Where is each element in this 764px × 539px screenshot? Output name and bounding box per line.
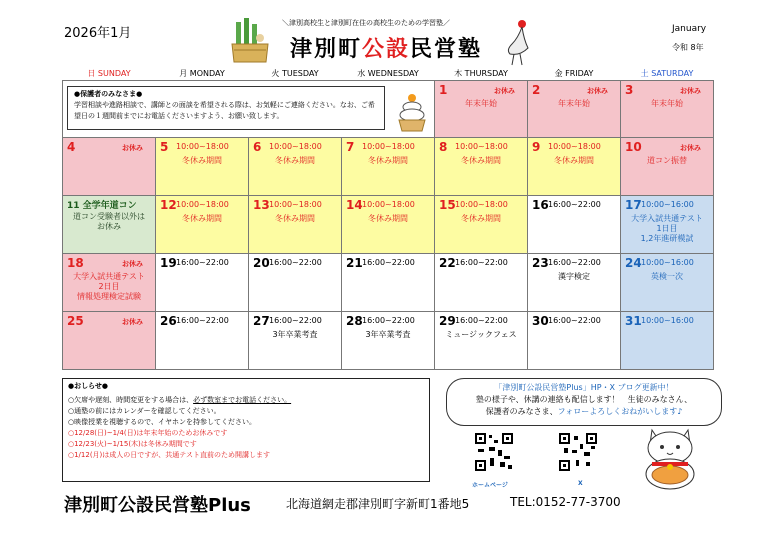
day-cell-8: 8 10:00~18:00 冬休み期間 <box>435 137 528 195</box>
day-cell-24: 24 10:00~16:00 英検一次 <box>621 253 714 311</box>
day-cell-2: 2 お休み 年末年始 <box>528 80 621 137</box>
day-cell-28: 28 16:00~22:00 3年卒業考査 <box>342 311 435 369</box>
footer-phone[interactable]: TEL:0152-77-3700 <box>510 495 621 509</box>
day-cell-15: 15 10:00~18:00 冬休み期間 <box>435 195 528 253</box>
day-cell-18: 18 お休み 大学入試共通テスト 2日目 情報処理検定試験 <box>63 253 156 311</box>
homepage-qr-icon[interactable] <box>474 432 514 476</box>
day-cell-21: 21 16:00~22:00 <box>342 253 435 311</box>
announcement-box: ●おしらせ● ○欠席や遅刻、時間変更をする場合は、必ず数室までお電話ください。 ○通塾の前にはカレンダーを確認してください。 ○映像授業を視聴するので、イヤホンを持参してください。 ○12/28(日)~1/4(日)は年末年始のためお休みです ○12/23(火)~1/15(木)は冬休み期間です ○1/12(月)は成人の日ですが、共通テスト直前のため開講します <box>62 378 430 482</box>
day-cell-6: 6 10:00~18:00 冬休み期間 <box>249 137 342 195</box>
day-cell-11: 11 全学年道コン 道コン受験者以外は お休み <box>63 195 156 253</box>
day-cell-10: 10 お休み 道コン振替 <box>621 137 714 195</box>
day-cell-5: 5 10:00~18:00 冬休み期間 <box>156 137 249 195</box>
month-en: January <box>672 24 707 34</box>
day-cell-9: 9 10:00~18:00 冬休み期間 <box>528 137 621 195</box>
weekday-wednesday: 水 WEDNESDAY <box>357 68 419 78</box>
homepage-qr-label: ホームページ <box>472 482 508 489</box>
day-cell-12: 12 10:00~18:00 冬休み期間 <box>156 195 249 253</box>
day-cell-25: 25 お休み <box>63 311 156 369</box>
lucky-cat-icon <box>630 420 714 494</box>
day-cell-16: 16 16:00~22:00 <box>528 195 621 253</box>
weekday-monday: 月 MONDAY <box>179 68 225 78</box>
calendar-grid <box>62 67 714 370</box>
footer-school-name: 津別町公設民営塾Plus <box>64 495 251 516</box>
day-cell-7: 7 10:00~18:00 冬休み期間 <box>342 137 435 195</box>
day-cell-3: 3 お休み 年末年始 <box>621 80 714 137</box>
day-cell-22: 22 16:00~22:00 <box>435 253 528 311</box>
subtitle: ＼津別高校生と津別町在住の高校生のための学習塾／ <box>282 19 450 27</box>
notice-cell <box>63 80 435 137</box>
day-cell-14: 14 10:00~18:00 冬休み期間 <box>342 195 435 253</box>
day-cell-31: 31 10:00~16:00 <box>621 311 714 369</box>
kagami-mochi-icon <box>395 93 429 137</box>
day-cell-13: 13 10:00~18:00 冬休み期間 <box>249 195 342 253</box>
day-cell-27: 27 16:00~22:00 3年卒業考査 <box>249 311 342 369</box>
x-qr-label: X <box>578 480 583 487</box>
day-cell-4: 4 お休み <box>63 137 156 195</box>
weekday-sunday: 日 SUNDAY <box>87 68 131 78</box>
day-cell-29: 29 16:00~22:00 ミュージックフェス <box>435 311 528 369</box>
weekday-thursday: 木 THURSDAY <box>454 68 508 78</box>
weekday-saturday: 土 SATURDAY <box>640 68 694 78</box>
day-cell-20: 20 16:00~22:00 <box>249 253 342 311</box>
weekday-friday: 金 FRIDAY <box>554 68 594 78</box>
kadomatsu-icon <box>228 18 272 68</box>
day-cell-23: 23 16:00~22:00 漢字検定 <box>528 253 621 311</box>
parent-notice: ●保護者のみなさま● 学習相談や進路相談で、講師との面談を希望される際は、お気軽にご連絡ください。なお、ご希望日の１週間前までにお電話くださいますよう、お願い致します。 <box>67 86 385 130</box>
page-title: 津別町公設民営塾 <box>290 37 483 62</box>
day-cell-1: 1 お休み 年末年始 <box>435 80 528 137</box>
footer-address: 北海道網走郡津別町字新町1番地5 <box>286 497 470 511</box>
crane-icon <box>500 18 534 70</box>
month-label: 2026年1月 <box>64 26 132 41</box>
sns-bubble: 「津別町公設民営塾Plus」HP・X ブログ更新中！ 塾の様子や、休講の連絡も配信します！ 生徒のみなさん、 保護者のみなさま、フォローよろしくおねがいします♪ <box>446 378 722 426</box>
era-year: 令和 8年 <box>672 43 704 52</box>
day-cell-26: 26 16:00~22:00 <box>156 311 249 369</box>
day-cell-19: 19 16:00~22:00 <box>156 253 249 311</box>
day-cell-17: 17 10:00~16:00 大学入試共通テスト 1日目 1,2年進研模試 <box>621 195 714 253</box>
x-qr-icon[interactable] <box>558 432 598 476</box>
weekday-tuesday: 火 TUESDAY <box>271 68 319 78</box>
day-cell-30: 30 16:00~22:00 <box>528 311 621 369</box>
